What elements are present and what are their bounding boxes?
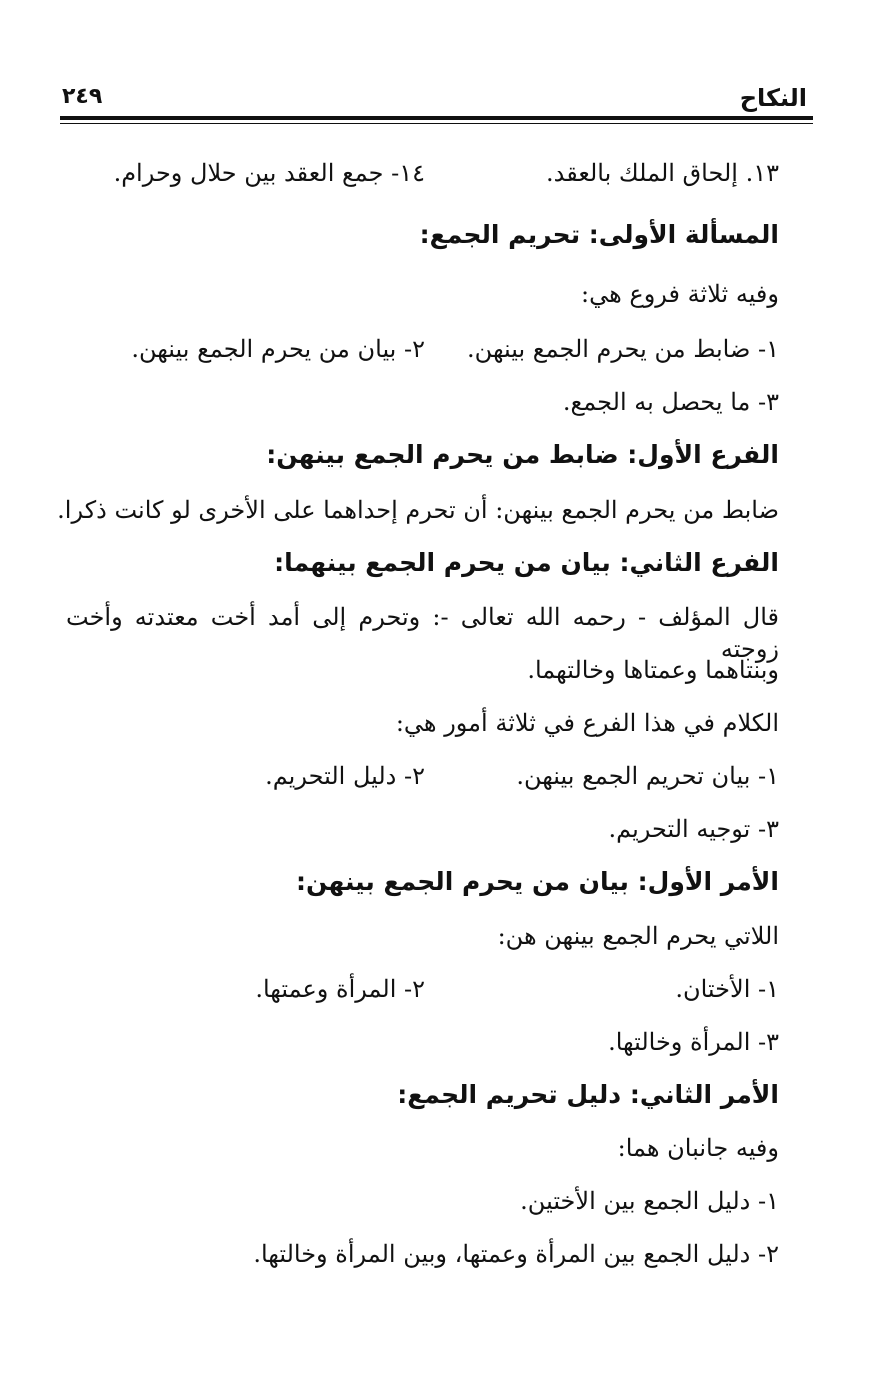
list-item: ٢- بيان من يحرم الجمع بينهن. bbox=[131, 335, 425, 363]
list-item: ٢- المرأة وعمتها. bbox=[255, 975, 425, 1003]
quote-line: وبنتاهما وعمتاها وخالتهما. bbox=[527, 656, 779, 684]
header-rule-thin bbox=[60, 123, 813, 124]
section-heading: المسألة الأولى: تحريم الجمع: bbox=[419, 220, 779, 249]
list-item: ١- دليل الجمع بين الأختين. bbox=[520, 1187, 779, 1215]
subsection-heading: الأمر الأول: بيان من يحرم الجمع بينهن: bbox=[295, 867, 779, 896]
paragraph: وفيه ثلاثة فروع هي: bbox=[581, 280, 779, 308]
paragraph: ضابط من يحرم الجمع بينهن: أن تحرم إحداهما على الأخرى لو كانت ذكرا. bbox=[57, 496, 779, 524]
list-item: ١- الأختان. bbox=[675, 975, 779, 1003]
list-item: ١- ضابط من يحرم الجمع بينهن. bbox=[467, 335, 779, 363]
list-item: ١- بيان تحريم الجمع بينهن. bbox=[516, 762, 779, 790]
list-item: ٢- دليل التحريم. bbox=[265, 762, 425, 790]
subsection-heading: الفرع الأول: ضابط من يحرم الجمع بينهن: bbox=[266, 440, 779, 469]
list-item: ٣- المرأة وخالتها. bbox=[608, 1028, 779, 1056]
list-item-13: ١٣. إلحاق الملك بالعقد. bbox=[546, 159, 779, 187]
quote-line: قال المؤلف - رحمه الله تعالى -: وتحرم إلى أمد أخت معتدته وأخت زوجته bbox=[66, 603, 779, 663]
paragraph: الكلام في هذا الفرع في ثلاثة أمور هي: bbox=[395, 709, 779, 737]
subsection-heading: الفرع الثاني: بيان من يحرم الجمع بينهما: bbox=[274, 548, 779, 577]
list-item: ٢- دليل الجمع بين المرأة وعمتها، وبين المرأة وخالتها. bbox=[253, 1240, 779, 1268]
running-header-title: النكاح bbox=[739, 84, 807, 112]
paragraph: وفيه جانبان هما: bbox=[617, 1134, 779, 1162]
page-number: ٢٤٩ bbox=[62, 84, 103, 109]
header-rule-thick bbox=[60, 116, 813, 120]
list-item: ٣- توجيه التحريم. bbox=[608, 815, 779, 843]
paragraph: اللاتي يحرم الجمع بينهن هن: bbox=[497, 922, 779, 950]
subsection-heading: الأمر الثاني: دليل تحريم الجمع: bbox=[397, 1080, 779, 1109]
list-item: ٣- ما يحصل به الجمع. bbox=[562, 388, 779, 416]
list-item-14: ١٤- جمع العقد بين حلال وحرام. bbox=[113, 159, 425, 187]
